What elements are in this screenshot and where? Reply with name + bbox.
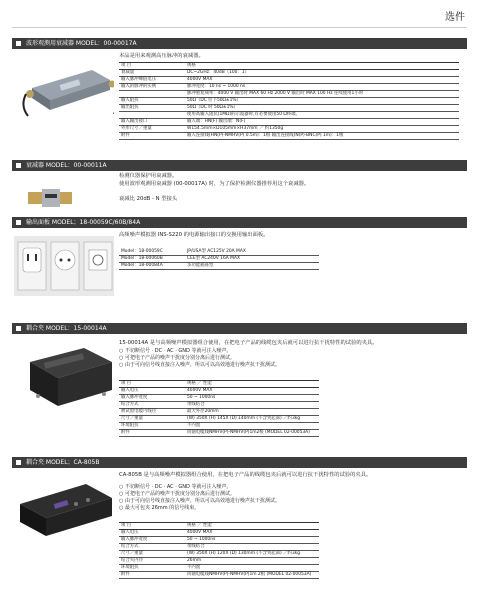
table-row (119, 544, 319, 551)
coupling-clamp-ca-805b-image (16, 474, 116, 560)
feature-list (119, 484, 280, 512)
table-value-cell: DC~2GHz：40dB（100：1） (185, 70, 459, 77)
table-row (119, 381, 319, 388)
table-key-cell: 结合方式 (119, 402, 185, 409)
section-title: 波形观测用衰减器 MODEL：00-00017A (26, 40, 137, 47)
table-key-cell: 输入电压 (119, 388, 185, 395)
section-title: 耦合夹 MODEL；CA-805B (26, 459, 100, 466)
spec-table-15-00014a (119, 380, 319, 437)
table-row (119, 572, 319, 579)
section-title: 耦合夹 MODEL：15-00014A (26, 325, 107, 332)
table-row (119, 402, 319, 409)
table-row (119, 523, 319, 530)
table-row (119, 98, 459, 105)
feature-item: ○ 由于可向信号线直接注入噪声，所以可以高效地进行噪声抗干扰测试。 (119, 498, 280, 505)
table-key-cell: 输出阻抗 (119, 105, 185, 112)
table-row (119, 63, 459, 70)
table-key-cell: 项 目 (119, 381, 185, 388)
table-key-cell: 结合夹内径 (119, 558, 185, 565)
section-description: 本品是用来观测高压脉冲的衰减器。 (119, 53, 204, 59)
coupling-clamp-15-00014a-image (24, 340, 116, 420)
table-value-cell: 不内置 (185, 423, 319, 430)
section-description: 15-00014A 是与高频噪声模拟器组合使用，在把电子产品的线缆包夹后就可以进行抗干扰特性的试验的夹具。 (119, 340, 378, 346)
table-value-cell: 不内置 (185, 565, 319, 572)
table-value-cell: 带线结合 (185, 402, 319, 409)
table-row (119, 84, 459, 91)
table-value-cell: 使用高输入阻抗(1MΩ)的示波器时,有必要使用50 Ω终端。 (185, 112, 459, 119)
table-value-cell: 多功能插座型 (185, 263, 319, 270)
table-key-cell: Model：18-00084A (119, 263, 185, 270)
table-row (119, 91, 459, 98)
spec-table-ca-805b (119, 522, 319, 579)
table-value-cell: 4000V MAX (185, 530, 319, 537)
section-bar-output-panel (12, 217, 467, 228)
page-header (12, 6, 467, 28)
table-key-cell (119, 112, 185, 119)
table-value-cell: 脉冲重复频率：4000 V 输出时 MAX 60 Hz 2000 V 输出时 MAX 100 Hz 连续使用1小时 (185, 91, 459, 98)
table-value-cell: (W) 350X (H) 145X (D) 140mm (不含突起部) ／约3kg (185, 416, 319, 423)
square-bullet-icon (16, 460, 21, 465)
table-row (119, 77, 459, 84)
table-value-cell: 同轴电缆线NMHV(P)-NMHV(P)1m 2根 (MODEL 02-00053A) (185, 572, 319, 579)
table-value-cell: 26mm (185, 558, 319, 565)
table-key-cell: 输入的脉冲的实例 (119, 84, 185, 91)
table-value-cell: 规格 ／ 性能 (185, 381, 319, 388)
table-key-cell: 附件 (119, 430, 185, 437)
attenuator-00017a-image (22, 58, 114, 124)
section-bar-coupling-clamp-15-00014a (12, 323, 467, 334)
section-bar-attenuator-00017a (12, 38, 467, 49)
table-row (119, 133, 459, 140)
table-row (119, 119, 459, 126)
table-key-cell: 外形尺寸／重量 (119, 126, 185, 133)
feature-item: ○ 不切断信号 · DC · AC · GND 等就可注入噪声。 (119, 484, 280, 491)
table-value-cell: 规格 ／ 性能 (185, 523, 319, 530)
attenuator-00011a-image (22, 180, 78, 216)
table-key-cell: 输入脉冲峰值电压 (119, 77, 185, 84)
square-bullet-icon (16, 41, 21, 46)
output-panel-images (14, 236, 116, 298)
attenuator-note-line: 使用波形观测用衰减器 (00-00017A) 时，为了保护检测仪器推荐用这个衰减器。 (119, 181, 310, 187)
table-key-cell: 尺寸／重量 (119, 416, 185, 423)
table-key-cell (119, 91, 185, 98)
table-row (119, 416, 319, 423)
table-row (119, 395, 319, 402)
table-key-cell: 项 目 (119, 63, 185, 70)
table-row (119, 263, 319, 270)
table-row (119, 409, 319, 416)
table-key-cell: 输入输出接口 (119, 119, 185, 126)
section-bar-coupling-clamp-ca-805b (12, 457, 467, 468)
table-key-cell: 环境阻抗 (119, 565, 185, 572)
table-key-cell: 环境阻抗 (119, 423, 185, 430)
table-key-cell: 衰减量 (119, 70, 185, 77)
table-value-cell: 50 ~ 1000ns (185, 537, 319, 544)
table-value-cell: 输入连接线(HN(P)-NMHV(P) 0.5m)：1根 输出连接线(N(P)-BNC(P) 1m)：1根 (185, 133, 459, 140)
table-row (119, 70, 459, 77)
table-key-cell: 输入脉冲宽度 (119, 395, 185, 402)
table-value-cell: (W) 350X (H) 120X (D) 130mm (不含突起部) ／约3kg (185, 551, 319, 558)
table-row (119, 126, 459, 133)
feature-item: ○ 不切断信号 · DC · AC · GND 等就可注入噪声。 (119, 348, 280, 355)
page-title: 选件 (445, 12, 465, 23)
table-row (119, 565, 319, 572)
table-value-cell: CEE型 AC240V 16A MAX (185, 256, 319, 263)
table-key-cell: Model：18-00060B (119, 256, 185, 263)
table-row (119, 530, 319, 537)
square-bullet-icon (16, 220, 21, 225)
table-key-cell: 输入电压 (119, 530, 185, 537)
table-row (119, 388, 319, 395)
table-value-cell: 50Ω（DC 时 50Ω±1%） (185, 105, 459, 112)
table-value-cell: 规格 (185, 63, 459, 70)
table-value-cell: 50 ~ 1000ns (185, 395, 319, 402)
table-key-cell: 附件 (119, 572, 185, 579)
table-key-cell: 附件 (119, 133, 185, 140)
table-row (119, 105, 459, 112)
table-value-cell: W154.5mm×D105mm×H37mm ／ 约1350g (185, 126, 459, 133)
table-key-cell: Model：18-00059C (119, 249, 185, 256)
table-key-cell: 输入阻抗 (119, 98, 185, 105)
square-bullet-icon (16, 163, 21, 168)
attenuator-note-line: 检测仪器保护用衰减器。 (119, 173, 178, 179)
feature-item: ○ 最大可包夹 26mm 的信号线束。 (119, 505, 280, 512)
section-description: CA-805B 是与高频噪声模拟器组合使用，在把电子产品的线缆包夹后就可以进行抗干扰特性的试验的夹具。 (119, 472, 372, 478)
table-row (119, 551, 319, 558)
table-value-cell: JP/USA型 AC125V 20A MAX (185, 249, 319, 256)
attenuator-note-line: 衰减比 20dB - N 型接头 (119, 196, 178, 202)
table-value-cell: 输入端：HN(F) 输出端：N(F) (185, 119, 459, 126)
table-value-cell: 最大外径20mm (185, 409, 319, 416)
section-description: 高频噪声模拟器 INS-S220 的电源输出接口的交换用输出面板。 (119, 232, 269, 238)
feature-item: ○ 由于可向信号线直接注入噪声，所以可以高效地进行噪声抗干扰测试。 (119, 362, 280, 369)
table-key-cell: 结合方式 (119, 544, 185, 551)
table-key-cell: 输入脉冲宽度 (119, 537, 185, 544)
section-bar-attenuator-00011a (12, 160, 467, 171)
table-value-cell: 带线结合 (185, 544, 319, 551)
table-row (119, 558, 319, 565)
table-value-cell: 4000V MAX (185, 77, 459, 84)
table-row (119, 537, 319, 544)
table-row (119, 430, 319, 437)
table-row (119, 112, 459, 119)
section-title: 衰减器 MODEL：00-00011A (26, 162, 107, 169)
table-key-cell: 项 目 (119, 523, 185, 530)
section-title: 输出面板 MODEL；18-00059C/60B/84A (26, 219, 141, 226)
table-row (119, 256, 319, 263)
spec-table-00017a (119, 62, 459, 140)
feature-list (119, 348, 280, 369)
feature-item: ○ 可把电子产品的噪声干扰度分别分离后进行测试。 (119, 355, 280, 362)
table-key-cell: 尺寸／重量 (119, 551, 185, 558)
table-value-cell: 同轴电缆线NMHV(P)-NMHV(P)1m2根 (MODEL 02-00053A) (185, 430, 319, 437)
table-value-cell: 4000V MAX (185, 388, 319, 395)
table-value-cell: 50Ω（DC 位下50Ω±1%） (185, 98, 459, 105)
feature-item: ○ 可把电子产品的噪声干扰度分别分离后进行测试。 (119, 491, 280, 498)
table-row (119, 423, 319, 430)
table-value-cell: 脉冲宽度：10 ns ~ 1000 ns (185, 84, 459, 91)
table-key-cell: 被试验电缆可线径 (119, 409, 185, 416)
output-panel-model-table (119, 249, 319, 270)
square-bullet-icon (16, 326, 21, 331)
